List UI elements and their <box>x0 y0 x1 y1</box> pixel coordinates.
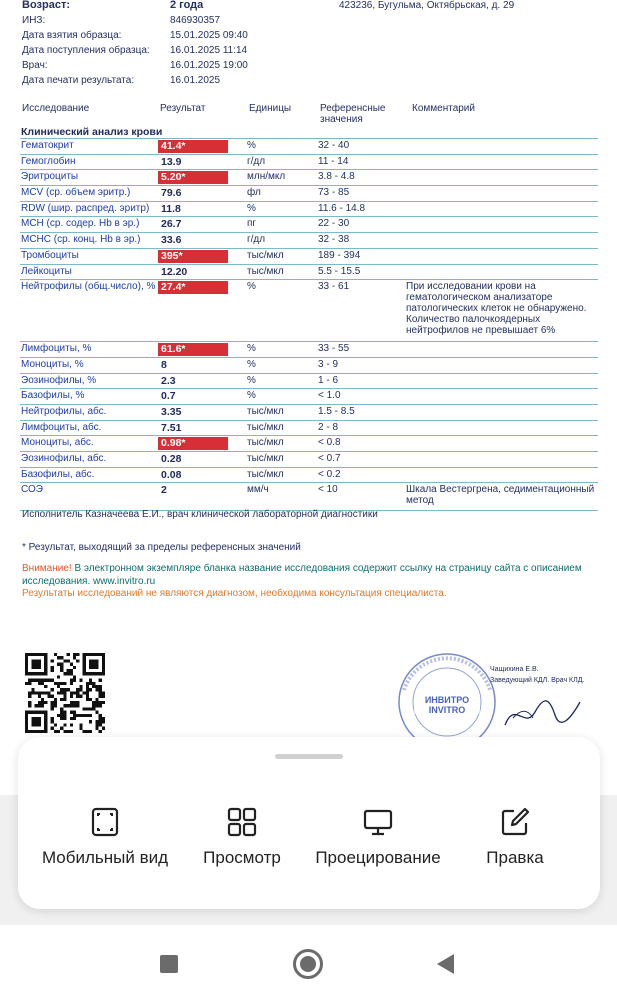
result-value: 61.6* <box>158 343 228 356</box>
sample-received-label: Дата поступления образца: <box>22 45 150 56</box>
mobile-view-button[interactable] <box>35 807 175 869</box>
unit-value: г/дл <box>247 234 266 246</box>
footnote: * Результат, выходящий за пределы референсных значений <box>22 542 301 553</box>
mobile-view-label: Мобильный вид <box>41 848 169 867</box>
print-date-label: Дата печати результата: <box>22 75 135 86</box>
reference-value: < 0.2 <box>318 468 341 480</box>
unit-value: % <box>247 343 256 355</box>
table-row <box>20 468 598 484</box>
table-row <box>20 233 598 249</box>
unit-value: пг <box>247 218 257 230</box>
test-name[interactable]: MCH (ср. содер. Hb в эр.) <box>21 218 140 230</box>
table-row <box>20 170 598 186</box>
test-name[interactable]: Моноциты, абс. <box>21 437 94 449</box>
doctor-label: Врач: <box>22 60 48 71</box>
system-nav-bar <box>0 925 617 1000</box>
table-row <box>20 483 598 511</box>
result-value: 41.4* <box>158 140 228 153</box>
unit-value: тыс/мкл <box>247 437 284 449</box>
unit-value: тыс/мкл <box>247 405 284 417</box>
reference-value: 3.8 - 4.8 <box>318 171 355 183</box>
result-value: 395* <box>158 250 228 263</box>
result-value: 0.08 <box>161 468 182 481</box>
col-result: Результат <box>160 103 206 114</box>
test-name[interactable]: Эозинофилы, % <box>21 374 97 386</box>
signer-name: Чащихина Е.В. <box>490 666 539 673</box>
doctor-value: 16.01.2025 19:00 <box>170 60 248 71</box>
table-row <box>20 280 598 342</box>
table-row <box>20 155 598 171</box>
table-header <box>22 103 598 125</box>
unit-value: г/дл <box>247 155 266 167</box>
inz-value: 846930357 <box>170 15 221 26</box>
results-rows <box>20 139 598 511</box>
reference-value: 3 - 9 <box>318 358 339 370</box>
result-value: 2.3 <box>161 374 176 387</box>
reference-value: 11 - 14 <box>318 155 349 167</box>
test-name[interactable]: Базофилы, абс. <box>21 468 95 480</box>
table-row <box>20 421 598 437</box>
reference-value: 33 - 55 <box>318 343 350 355</box>
test-name[interactable]: Тромбоциты <box>21 249 79 261</box>
projection-label: Проецирование <box>315 848 441 867</box>
table-row <box>20 249 598 265</box>
preview-label: Просмотр <box>203 848 281 867</box>
table-row <box>20 405 598 421</box>
test-name[interactable]: MCV (ср. объем эритр.) <box>21 187 131 199</box>
result-value: 27.4* <box>158 281 228 294</box>
table-row <box>20 452 598 468</box>
result-value: 3.35 <box>161 405 182 418</box>
reference-value: 1.5 - 8.5 <box>318 405 355 417</box>
signature-icon <box>495 690 585 735</box>
table-row <box>20 389 598 405</box>
reference-value: 33 - 61 <box>318 281 350 293</box>
reference-value: < 10 <box>318 484 338 496</box>
age-label: Возраст: <box>22 0 70 11</box>
result-value: 13.9 <box>161 155 182 168</box>
result-value: 33.6 <box>161 234 182 247</box>
result-value: 5.20* <box>158 171 228 184</box>
patient-meta <box>22 0 602 88</box>
comment-text: При исследовании крови на гематологическом анализаторе патологических клеток не обнаружено. Количество палочкоядерных нейтрофилов не превышает 6% <box>406 281 587 337</box>
qr-code-icon <box>25 653 105 733</box>
col-comment: Комментарий <box>412 103 475 114</box>
comment-text: Шкала Вестергрена, седиментационный метод <box>406 484 595 507</box>
unit-value: фл <box>247 187 261 199</box>
unit-value: % <box>247 374 256 386</box>
table-row <box>20 358 598 374</box>
col-test: Исследование <box>22 103 90 114</box>
reference-value: 2 - 8 <box>318 421 339 433</box>
reference-value: 1 - 6 <box>318 374 339 386</box>
table-row <box>20 265 598 281</box>
test-name[interactable]: RDW (шир. распред. эритр) <box>21 202 150 214</box>
result-value: 2 <box>161 484 167 497</box>
disclaimer: Результаты исследований не являются диагнозом, необходима консультация специалиста. <box>22 588 447 599</box>
unit-value: % <box>247 358 256 370</box>
warning-note <box>22 562 602 588</box>
reference-value: 5.5 - 15.5 <box>318 265 361 277</box>
reference-value: 73 - 85 <box>318 187 350 199</box>
table-row <box>20 436 598 452</box>
warning-prefix: Внимание! <box>22 563 72 574</box>
drag-handle[interactable] <box>275 754 343 759</box>
table-row <box>20 342 598 358</box>
test-name[interactable]: СОЭ <box>21 484 43 496</box>
svg-text:ИНВИТРО: ИНВИТРО <box>424 695 470 705</box>
home-icon[interactable] <box>293 949 323 979</box>
result-value: 7.51 <box>161 421 182 434</box>
signer-role: Заведующий КДЛ. Врач КЛД. <box>490 677 585 684</box>
sample-taken-label: Дата взятия образца: <box>22 30 122 41</box>
edit-button[interactable] <box>445 807 585 869</box>
result-value: 12.20 <box>161 265 188 278</box>
test-name[interactable]: Эозинофилы, абс. <box>21 453 107 464</box>
unit-value: тыс/мкл <box>247 453 284 464</box>
table-row <box>20 186 598 202</box>
inz-label: ИНЗ: <box>22 15 46 26</box>
unit-value: % <box>247 281 256 293</box>
result-value: 0.98* <box>158 437 228 450</box>
test-name[interactable]: Лимфоциты, абс. <box>21 421 102 433</box>
test-name[interactable]: Нейтрофилы (общ.число), % <box>21 281 156 293</box>
result-value: 79.6 <box>161 187 182 200</box>
warning-text[interactable]: В электронном экземпляре бланка название исследования содержит ссылку на страницу сайта с описанием исследования. www.invitro.ru <box>22 563 582 587</box>
result-value: 0.7 <box>161 390 176 403</box>
test-name[interactable]: Гемоглобин <box>21 155 76 167</box>
test-name[interactable]: Нейтрофилы, абс. <box>21 405 107 417</box>
test-name[interactable]: Лимфоциты, % <box>21 343 92 355</box>
performer: Исполнитель Казначеева Е.И., врач клинической лабораторной диагностики <box>22 509 378 520</box>
action-bottom-sheet <box>18 737 600 909</box>
unit-value: тыс/мкл <box>247 265 284 277</box>
age-value: 2 года <box>170 0 204 11</box>
reference-value: 32 - 38 <box>318 234 350 246</box>
table-row <box>20 374 598 390</box>
results-table <box>20 125 598 511</box>
test-name[interactable]: MCHC (ср. конц. Hb в эр.) <box>21 234 141 246</box>
recent-apps-icon[interactable] <box>160 955 178 973</box>
result-value: 26.7 <box>161 218 182 231</box>
preview-button[interactable] <box>172 807 312 869</box>
back-icon[interactable] <box>437 954 454 974</box>
mobile-view-icon <box>90 807 120 837</box>
reference-value: < 0.8 <box>318 437 341 449</box>
result-value: 0.28 <box>161 453 182 465</box>
unit-value: мм/ч <box>247 484 269 496</box>
reference-value: < 1.0 <box>318 390 341 402</box>
test-name[interactable]: Моноциты, % <box>21 358 84 370</box>
reference-value: 22 - 30 <box>318 218 350 230</box>
unit-value: % <box>247 202 256 214</box>
test-name[interactable]: Базофилы, % <box>21 390 85 402</box>
print-date-value: 16.01.2025 <box>170 75 221 86</box>
grid-icon <box>227 807 257 837</box>
test-name[interactable]: Гематокрит <box>21 140 74 151</box>
unit-value: % <box>247 140 256 151</box>
col-units: Единицы <box>249 103 292 114</box>
unit-value: тыс/мкл <box>247 249 284 261</box>
test-name[interactable]: Эритроциты <box>21 171 79 183</box>
projection-button[interactable] <box>308 807 448 869</box>
signature-block <box>490 664 584 686</box>
monitor-icon <box>363 807 393 837</box>
test-name[interactable]: Лейкоциты <box>21 265 72 277</box>
sample-taken-value: 15.01.2025 09:40 <box>170 30 248 41</box>
reference-value: < 0.7 <box>318 453 341 464</box>
table-row <box>20 202 598 218</box>
result-value: 8 <box>161 358 167 371</box>
reference-value: 189 - 394 <box>318 249 361 261</box>
edit-label: Правка <box>486 848 544 867</box>
unit-value: % <box>247 390 256 402</box>
reference-value: 32 - 40 <box>318 140 350 151</box>
lab-address: 423236, Бугульма, Октябрьская, д. 29 <box>339 0 515 11</box>
unit-value: тыс/мкл <box>247 421 284 433</box>
result-value: 11.8 <box>161 202 181 215</box>
reference-value: 11.6 - 14.8 <box>318 202 366 214</box>
table-row <box>20 217 598 233</box>
sample-received-value: 16.01.2025 11:14 <box>170 45 248 56</box>
edit-icon <box>500 807 530 837</box>
unit-value: млн/мкл <box>247 171 286 183</box>
svg-text:INVITRO: INVITRO <box>428 705 466 715</box>
table-row <box>20 139 598 155</box>
col-reference: Референсные значения <box>320 103 386 125</box>
unit-value: тыс/мкл <box>247 468 284 480</box>
section-title: Клинический анализ крови <box>20 125 598 139</box>
